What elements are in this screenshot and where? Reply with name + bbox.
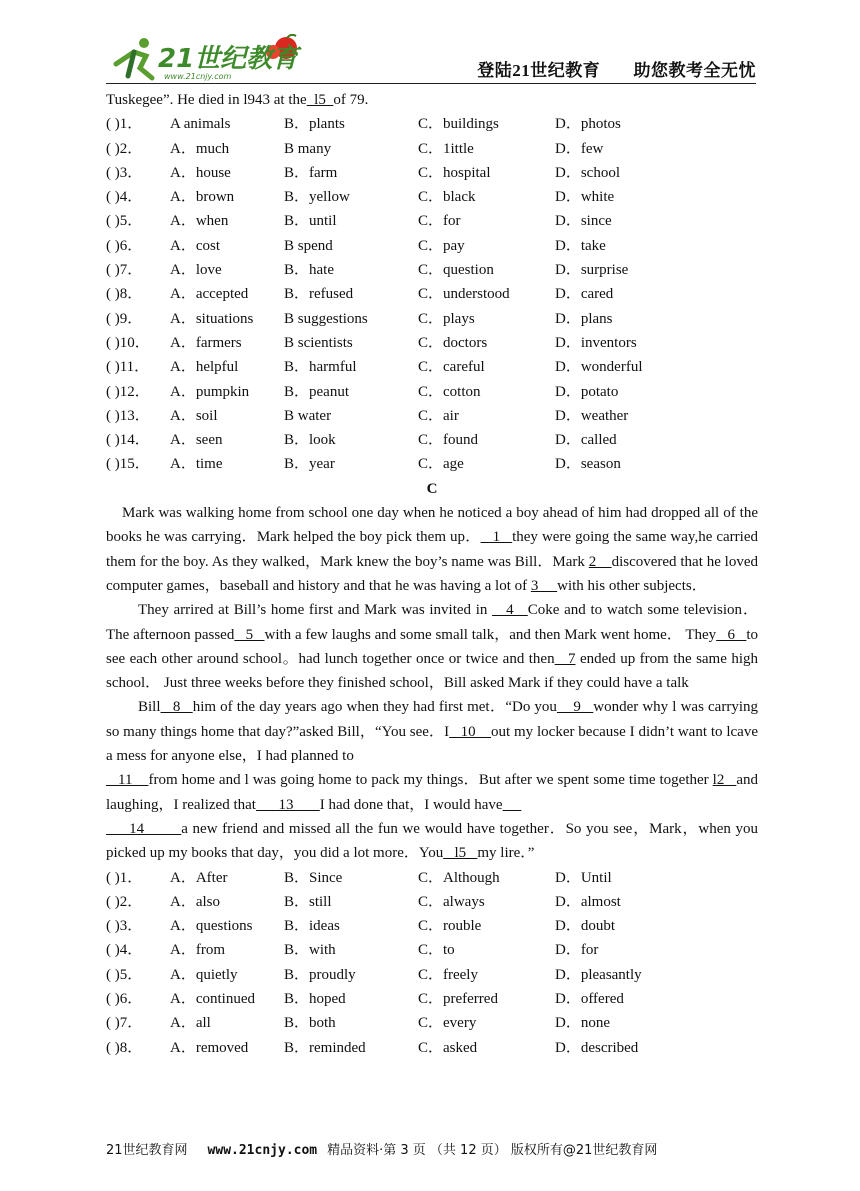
option-row: ( )5． A．when B．until C．for D．since xyxy=(106,213,612,230)
section-c-options xyxy=(106,866,758,1060)
option-row: ( )2． A．much B many C．1ittle D．few xyxy=(106,140,604,157)
page-footer xyxy=(106,1139,766,1158)
header-slogan: 登陆21世纪教育 助您教考全无忧 xyxy=(477,61,756,80)
option-row: ( )2． A．also B．still C．always D．almost xyxy=(106,893,621,910)
option-row: ( )10． A．farmers B scientists C．doctors D．inventors xyxy=(106,334,637,351)
option-row: ( )1． A animals B．plants C．buildings D．photos xyxy=(106,116,621,133)
intro-line: Tuskegee”. He died in l943 at the l5 of 79. xyxy=(106,92,369,108)
option-row: ( )11． A．helpful B．harmful C．careful D．wonderful xyxy=(106,359,643,376)
svg-text:21世纪教育: 21世纪教育 xyxy=(158,44,299,74)
footer-info: 精品资料·第 3 页 （共 12 页） 版权所有@21世纪教育网 xyxy=(327,1143,658,1158)
option-row: ( )8． A．accepted B．refused C．understood D．cared xyxy=(106,286,614,303)
footer-site: 21世纪教育网 xyxy=(106,1143,188,1158)
option-row: ( )3． A．house B．farm C．hospital D．school xyxy=(106,164,620,181)
option-row: ( )14． A．seen B．look C．found D．called xyxy=(106,432,617,449)
option-row: ( )7． A．all B．both C．every D．none xyxy=(106,1015,610,1032)
passage-paragraph-3: Bill 8 him of the day years ago when they had first met．“Do you 9 wonder why l was carrying so many things home that day?”asked Bill，“You see．I 10 out my locker because I didn’t want to lcave a mess for anyone else，I had planned to 11 from home and l was going home to pack my things．But after we spent some time together l2 and laughing，I realized that 13 I had done that，I would have 14 a new friend and missed all the fun we would have together．So you see，Mark，when you picked up my books that day，you did a lot more．You l5 my lire．” xyxy=(106,699,759,862)
option-row: ( )5． A．quietly B．proudly C．freely D．pleasantly xyxy=(106,966,642,983)
option-row: ( )12． A．pumpkin B．peanut C．cotton D．potato xyxy=(106,383,619,400)
option-row: ( )1． A．After B．Since C．Although D．Until xyxy=(106,869,612,886)
option-row: ( )3． A．questions B．ideas C．rouble D．doubt xyxy=(106,918,616,935)
option-row: ( )6． A．cost B spend C．pay D．take xyxy=(106,237,606,254)
passage-paragraph-2: They arrired at Bill’s home first and Mark was invited in 4 Coke and to watch some television．The afternoon passed 5 with a few laughs and some small talk，and then Mark went home． They 6 to see each other around school。had lunch together once or twice and then 7 ended up from the same high school． Just three weeks before they finished school，Bill asked Mark if they could have a talk xyxy=(106,602,759,692)
option-row: ( )6． A．continued B．hoped C．preferred D．offered xyxy=(106,990,624,1007)
page-content xyxy=(106,88,758,1060)
svg-text:www.21cnjy.com: www.21cnjy.com xyxy=(164,72,232,81)
option-row: ( )8． A．removed B．reminded C．asked D．described xyxy=(106,1039,639,1056)
option-row: ( )13． A．soil B water C．air D．weather xyxy=(106,407,629,424)
header-divider xyxy=(106,83,756,84)
option-row: ( )15． A．time B．year C．age D．season xyxy=(106,456,621,473)
passage-paragraph-1: Mark was walking home from school one day when he noticed a boy ahead of him had dropped all of the books he was carrying．Mark helped the boy pick them up． 1 they were going the same way,he carried them for the boy. As they walked，Mark knew the boy’s name was Bill．Mark 2 discovered that he loved computer games，baseball and history and that he was having a lot of 3 with his other subjects． xyxy=(106,505,759,594)
section-b-options xyxy=(106,112,758,476)
option-row: ( )9． A．situations B suggestions C．plays D．plans xyxy=(106,310,613,327)
running-figure-icon xyxy=(116,38,152,78)
page-header xyxy=(106,34,756,84)
footer-url[interactable]: www.21cnjy.com xyxy=(207,1143,318,1158)
section-heading-c: C xyxy=(426,480,438,497)
option-row: ( )4． A．from B．with C．to D．for xyxy=(106,942,599,959)
site-logo xyxy=(106,34,306,84)
option-row: ( )4． A．brown B．yellow C．black D．white xyxy=(106,189,615,206)
option-row: ( )7． A．love B．hate C．question D．surprise xyxy=(106,262,629,279)
